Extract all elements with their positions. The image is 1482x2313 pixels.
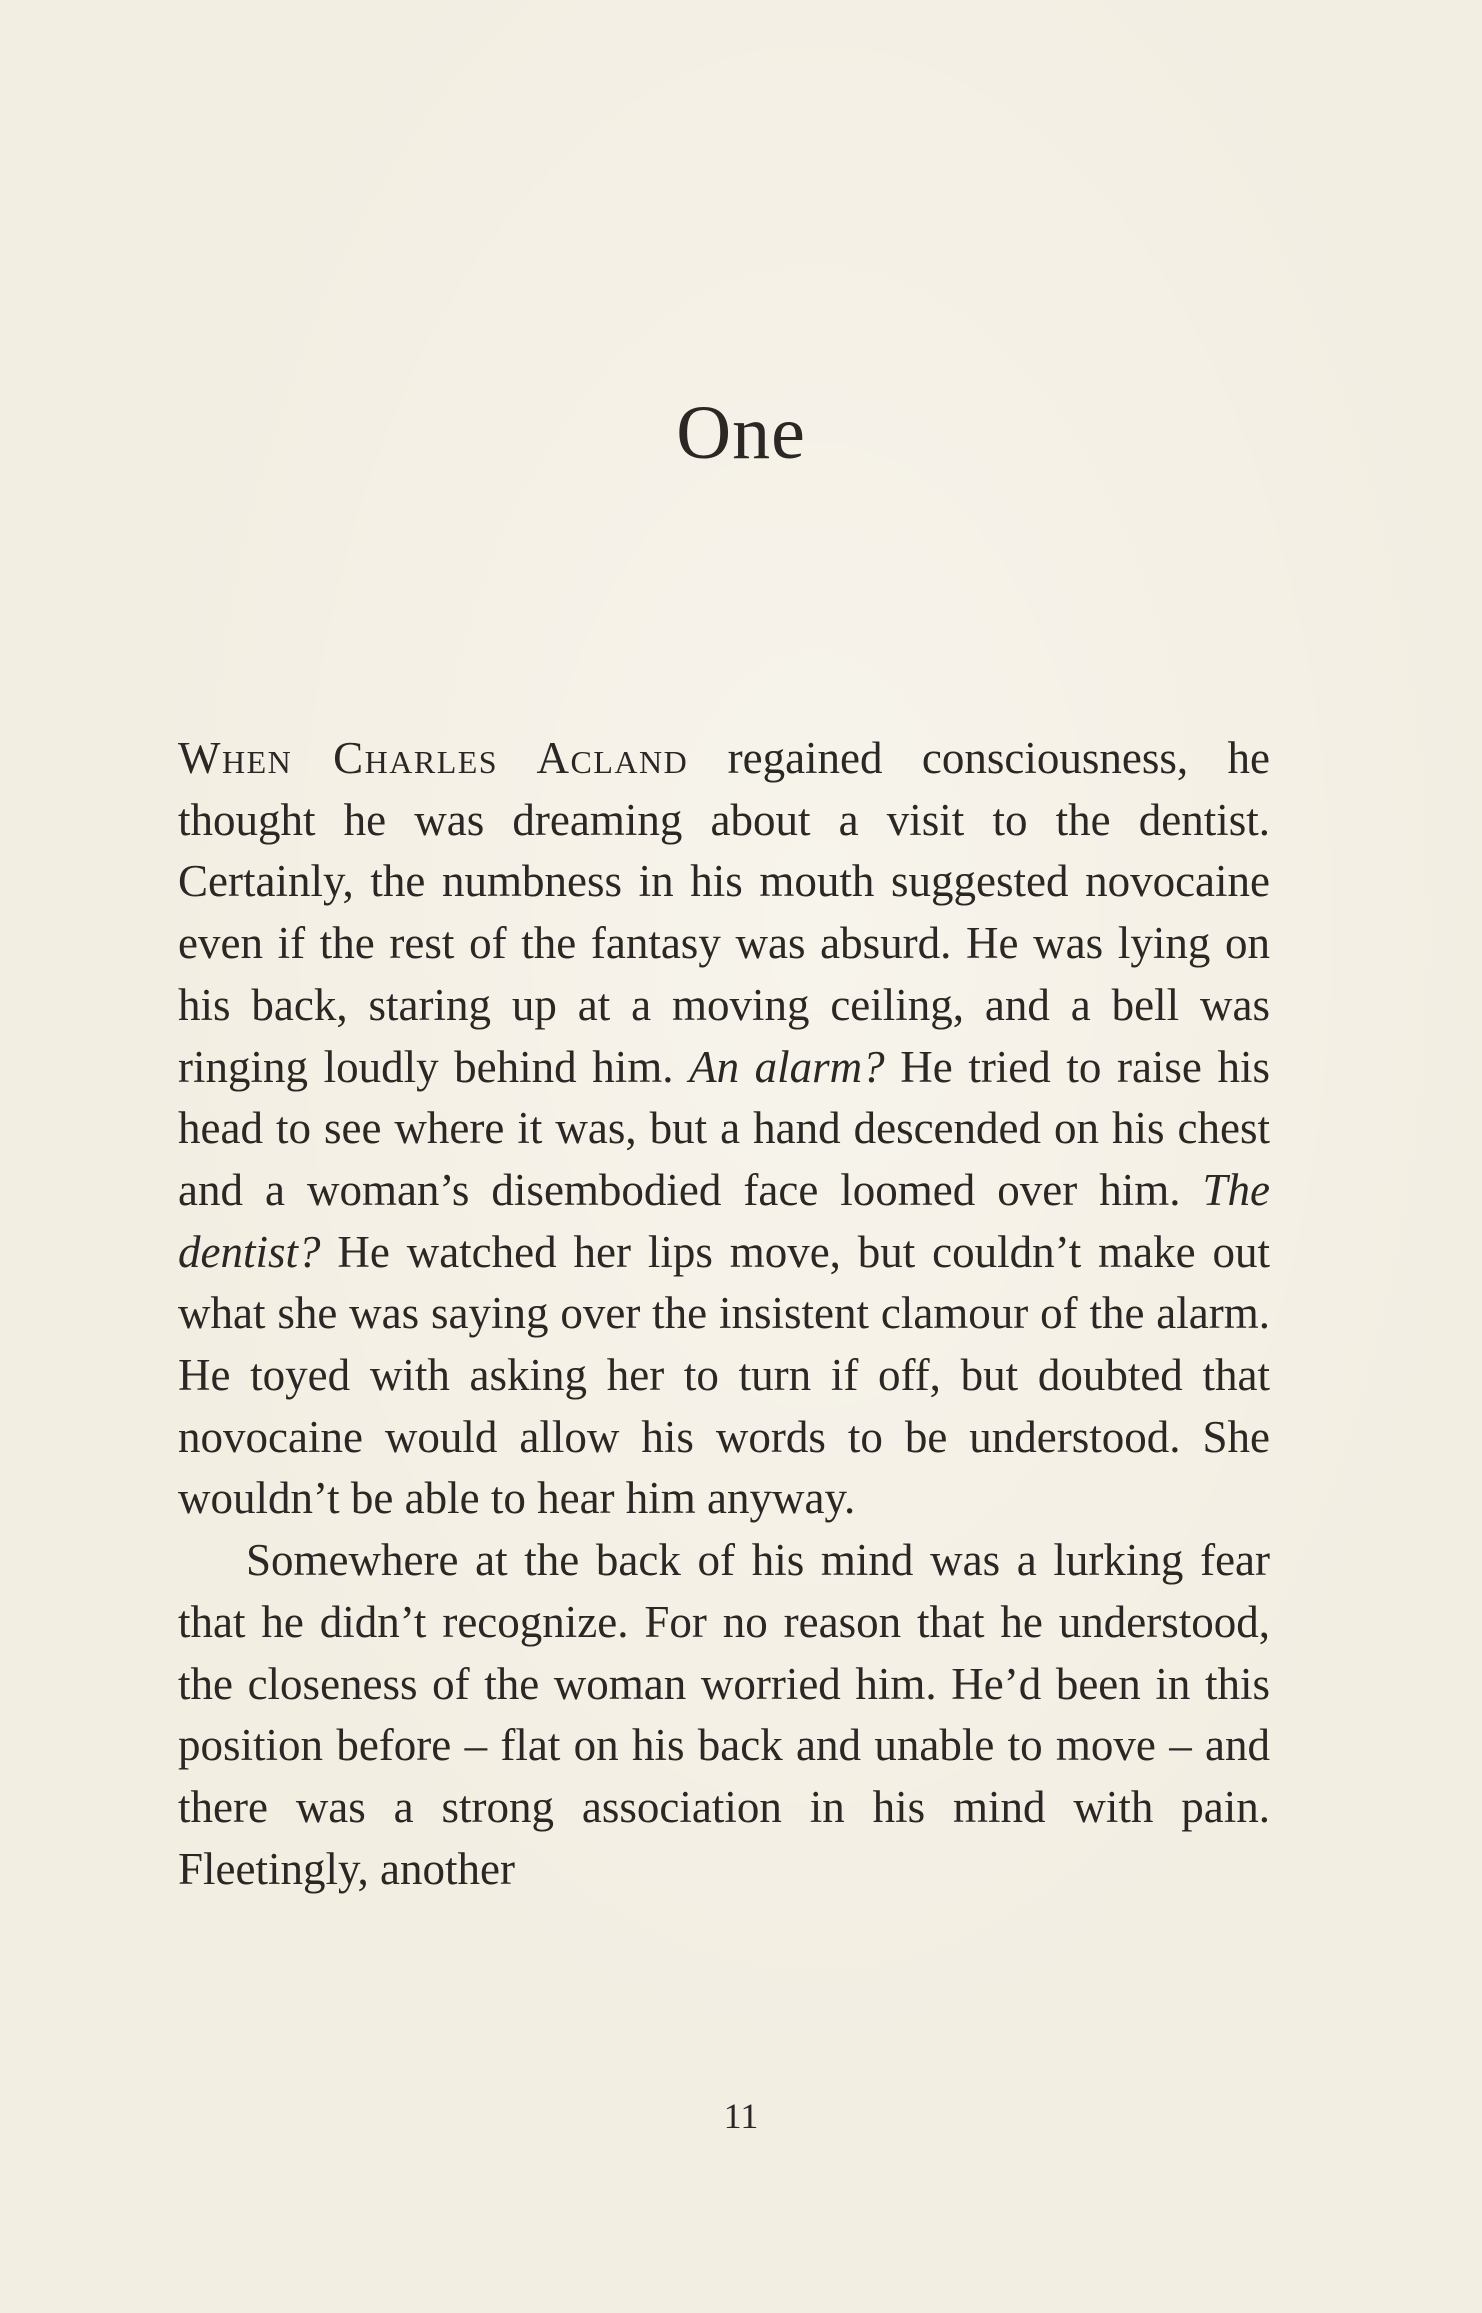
paragraph-2: Somewhere at the back of his mind was a lurking fear that he didn’t recognize. For no reason that he understood, the closeness of the woman worried him. He’d been in this position before – flat on his back and unable to move – and there was a strong association in his mind with pain. Fleetingly, another xyxy=(178,1535,1270,1894)
paragraph-1 xyxy=(178,728,1270,1530)
italic-an-alarm: An alarm? xyxy=(689,1041,885,1092)
lead-in-small-caps: When Charles Acland xyxy=(178,733,689,783)
paragraph-1-text-b: He tried to raise his head to see where it was, but a hand descended on his chest and a woman’s disembodied face loomed over him. xyxy=(178,1041,1270,1215)
chapter-title: One xyxy=(676,391,806,475)
body-text xyxy=(178,728,1270,1900)
italic-the-dentist: The dentist? xyxy=(178,1164,1270,1277)
paragraph-1-text-c: He watched her lips move, but couldn’t make out what she was saying over the insistent clamour of the alarm. He toyed with asking her to turn if off, but doubted that novocaine would allow his words to be understood. She wouldn’t be able to hear him anyway. xyxy=(178,1226,1270,1524)
page-number: 11 xyxy=(723,2096,759,2136)
paragraph-1-text-a: regained consciousness, he thought he was dreaming about a visit to the dentist. Certainly, the numbness in his mouth suggested novocaine even if the rest of the fantasy was absurd. He was lying on his back, staring up at a moving ceiling, and a bell was ringing loudly behind him. xyxy=(178,733,1270,1092)
